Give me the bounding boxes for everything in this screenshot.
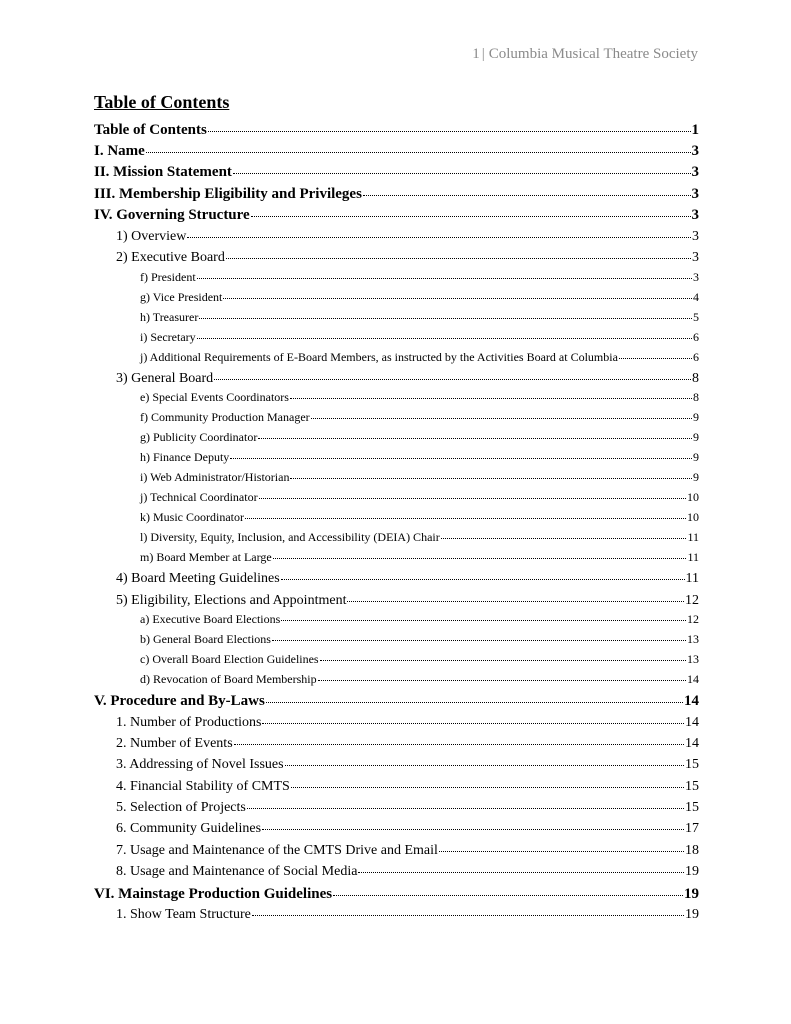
toc-leader-dots [208,119,691,132]
toc-leader-dots [333,883,683,896]
toc-entry-label: 5) Eligibility, Elections and Appointment [116,592,347,608]
toc-entry[interactable] [94,652,699,667]
toc-leader-dots [146,140,691,153]
toc-entry[interactable] [94,756,699,773]
toc-entry[interactable] [94,228,699,245]
toc-entry-label: h) Finance Deputy [140,450,230,464]
toc-entry-label: 1. Number of Productions [116,714,262,730]
toc-entry-label: V. Procedure and By-Laws [94,692,265,709]
toc-entry[interactable] [94,490,699,505]
toc-entry[interactable] [94,390,699,405]
toc-entry-label: b) General Board Elections [140,632,271,646]
toc-entry[interactable] [94,185,699,203]
toc-leader-dots [259,489,686,499]
toc-entry-label: e) Special Events Coordinators [140,390,289,404]
toc-entry-page: 13 [687,652,699,666]
toc-leader-dots [223,289,692,299]
toc-entry[interactable] [94,885,699,903]
toc-leader-dots [262,712,684,724]
toc-entry-page: 15 [685,799,699,815]
toc-leader-dots [266,690,683,703]
toc-entry[interactable] [94,249,699,266]
toc-entry[interactable] [94,142,699,160]
toc-entry-label: f) Community Production Manager [140,410,310,424]
toc-entry[interactable] [94,632,699,647]
toc-entry[interactable] [94,206,699,224]
toc-leader-dots [273,549,687,559]
toc-entry-page: 19 [685,863,699,879]
toc-leader-dots [197,329,692,339]
toc-leader-dots [285,754,684,766]
toc-entry[interactable] [94,510,699,525]
toc-leader-dots [187,226,691,238]
toc-entry-label: 3) General Board [116,370,214,386]
toc-entry-label: i) Secretary [140,330,196,344]
header-page-number: 1 [472,46,480,62]
toc-entry-page: 11 [685,570,699,586]
toc-entry[interactable] [94,692,699,710]
toc-leader-dots [214,368,691,380]
toc-entry-label: a) Executive Board Elections [140,612,281,626]
toc-entry-label: c) Overall Board Election Guidelines [140,652,319,666]
toc-leader-dots [226,247,691,259]
toc-entry-page: 3 [691,206,699,223]
toc-leader-dots [311,409,692,419]
toc-leader-dots [441,529,687,539]
toc-entry[interactable] [94,906,699,923]
toc-entry-label: 5. Selection of Projects [116,799,246,815]
header-org-name: Columbia Musical Theatre Society [488,46,698,62]
toc-entry[interactable] [94,530,699,545]
toc-entry-page: 3 [691,185,699,202]
toc-entry-label: IV. Governing Structure [94,206,250,223]
toc-entry-label: f) President [140,270,196,284]
toc-leader-dots [197,269,692,279]
toc-entry-page: 15 [685,778,699,794]
toc-entry-page: 8 [692,370,699,386]
toc-entry-page: 11 [687,530,699,544]
toc-entry[interactable] [94,612,699,627]
toc-leader-dots [358,861,684,873]
toc-leader-dots [619,349,692,359]
toc-entry-label: l) Diversity, Equity, Inclusion, and Accessibility (DEIA) Chair [140,530,440,544]
toc-entry-label: II. Mission Statement [94,163,232,180]
toc-entry[interactable] [94,410,699,425]
toc-entry-page: 9 [693,470,699,484]
toc-entry[interactable] [94,350,699,365]
toc-entry-page: 18 [685,842,699,858]
toc-entry-label: 4) Board Meeting Guidelines [116,570,280,586]
toc-entry-page: 9 [693,410,699,424]
toc-leader-dots [281,568,685,580]
toc-entry-page: 3 [692,228,699,244]
toc-leader-dots [272,631,686,641]
toc-entry[interactable] [94,863,699,880]
toc-leader-dots [234,733,684,745]
toc-entry-page: 14 [684,692,699,709]
toc-entry[interactable] [94,121,699,139]
toc-entry-page: 3 [691,142,699,159]
toc-entry[interactable] [94,470,699,485]
page-header [472,46,698,63]
toc-leader-dots [347,590,684,602]
toc-entry[interactable] [94,310,699,325]
toc-entry-label: h) Treasurer [140,310,199,324]
toc-entry-page: 13 [687,632,699,646]
toc-entry-page: 9 [693,450,699,464]
toc-entry-page: 8 [693,390,699,404]
toc-entry-label: 1) Overview [116,228,187,244]
toc-entry-label: j) Technical Coordinator [140,490,258,504]
toc-entry-page: 14 [685,714,699,730]
toc-entry[interactable] [94,290,699,305]
header-separator: | [481,46,485,62]
toc-entry-label: 2) Executive Board [116,249,225,265]
toc-leader-dots [230,449,692,459]
toc-leader-dots [251,204,691,217]
toc-entry-label: j) Additional Requirements of E-Board Members, as instructed by the Activities Board at Columbia [140,350,618,364]
toc-entry[interactable] [94,330,699,345]
toc-leader-dots [363,183,691,196]
toc-leader-dots [290,469,692,479]
toc-leader-dots [245,509,686,519]
toc-entry-page: 14 [687,672,699,686]
toc-entry-page: 19 [684,885,699,902]
toc-entry-page: 14 [685,735,699,751]
toc-entry-page: 5 [693,310,699,324]
toc-entry[interactable] [94,550,699,565]
toc-entry-label: 8. Usage and Maintenance of Social Media [116,863,358,879]
toc-entry[interactable] [94,570,699,587]
toc-entry-label: 2. Number of Events [116,735,233,751]
toc-entry-label: III. Membership Eligibility and Privileges [94,185,362,202]
toc-leader-dots [281,611,686,621]
toc-leader-dots [233,161,691,174]
toc-entry[interactable] [94,799,699,816]
toc-entry[interactable] [94,714,699,731]
toc-entry-page: 6 [693,330,699,344]
toc-leader-dots [290,389,692,399]
toc-entry-label: I. Name [94,142,145,159]
toc-entry[interactable] [94,163,699,181]
toc-entry-label: 6. Community Guidelines [116,820,262,836]
toc-entry[interactable] [94,778,699,795]
toc-leader-dots [262,818,684,830]
toc-entry[interactable] [94,820,699,837]
toc-entry-page: 15 [685,756,699,772]
toc-entry-label: k) Music Coordinator [140,510,244,524]
toc-entry-label: 4. Financial Stability of CMTS [116,778,290,794]
toc-entry-page: 9 [693,430,699,444]
toc-entry-label: 3. Addressing of Novel Issues [116,756,284,772]
toc-entry-label: 1. Show Team Structure [116,906,251,922]
toc-entry-page: 1 [691,121,699,138]
toc-entry-page: 10 [687,490,699,504]
toc-entry-label: d) Revocation of Board Membership [140,672,317,686]
toc-leader-dots [439,840,684,852]
toc-entry-page: 11 [687,550,699,564]
toc-entry-label: g) Vice President [140,290,223,304]
toc-entry-label: m) Board Member at Large [140,550,272,564]
toc-entry[interactable] [94,735,699,752]
toc-leader-dots [318,671,686,681]
toc-entry-label: VI. Mainstage Production Guidelines [94,885,333,902]
toc-entry-page: 12 [687,612,699,626]
toc-entry-page: 3 [692,249,699,265]
toc-entry-page: 19 [685,906,699,922]
toc-entry-page: 3 [691,163,699,180]
toc-entry-label: Table of Contents [94,121,207,138]
toc-leader-dots [247,797,684,809]
toc-entry-page: 3 [693,270,699,284]
toc-heading: Table of Contents [94,92,230,112]
toc-entry[interactable] [94,592,699,609]
toc-leader-dots [291,776,684,788]
toc-entry-page: 17 [685,820,699,836]
toc-entry[interactable] [94,270,699,285]
toc-entry[interactable] [94,842,699,859]
toc-entry[interactable] [94,430,699,445]
toc-entry[interactable] [94,450,699,465]
toc-entry-label: i) Web Administrator/Historian [140,470,290,484]
toc-entry-page: 10 [687,510,699,524]
toc-leader-dots [320,651,686,661]
toc-leader-dots [258,429,692,439]
toc-entry[interactable] [94,672,699,687]
toc-entry-page: 6 [693,350,699,364]
toc-entry-page: 12 [685,592,699,608]
toc-entry-label: 7. Usage and Maintenance of the CMTS Drive and Email [116,842,438,858]
toc-leader-dots [252,904,684,916]
toc-entry-page: 4 [693,290,699,304]
toc-leader-dots [199,309,692,319]
toc-entry-label: g) Publicity Coordinator [140,430,258,444]
toc-entry[interactable] [94,370,699,387]
